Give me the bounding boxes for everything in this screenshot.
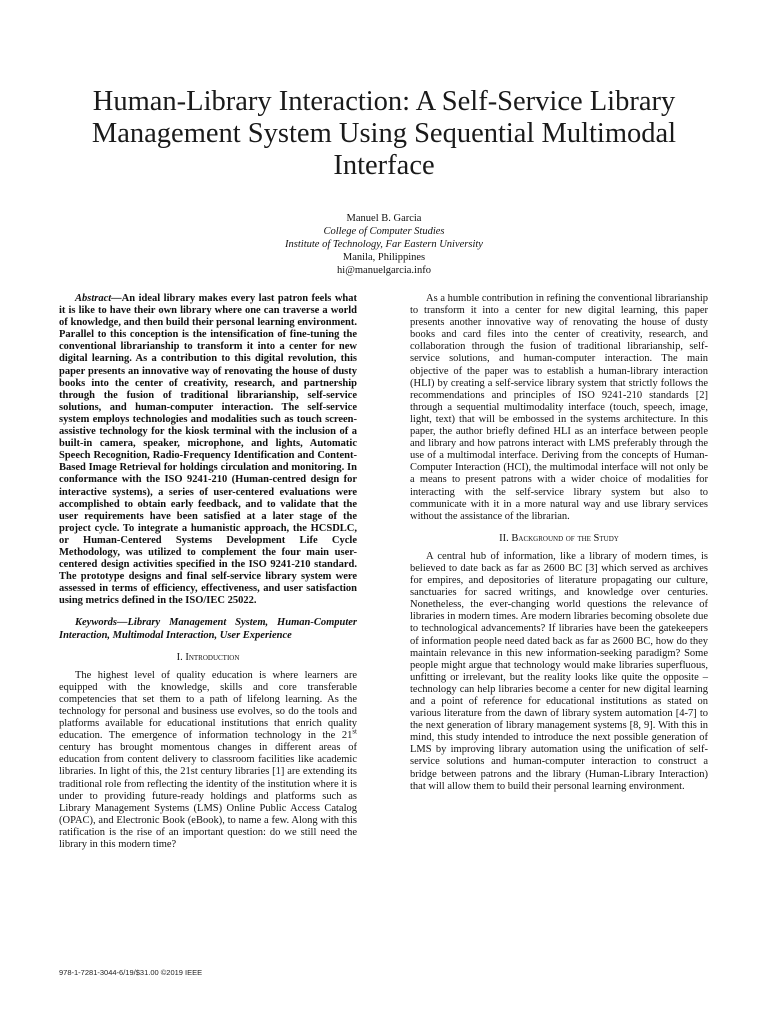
introduction-paragraph xyxy=(59,670,357,851)
section-heading-introduction: I. Introduction xyxy=(176,651,240,663)
section-heading-background: II. Background of the Study xyxy=(499,532,619,544)
left-column xyxy=(59,293,357,851)
abstract-label: Abstract xyxy=(75,293,112,304)
author-institution: Institute of Technology, Far Eastern University xyxy=(285,239,483,250)
intro-text-part1: The highest level of quality education is where learners are equipped with the knowledge, skills and core transferable competencies that set them to a path of lifelong learning. As the technology for personal and business use evolves, so do the tools and platforms available for educational institutions that enrich quality education. The emergence of information technology in the 21 xyxy=(59,669,357,742)
author-name: Manuel B. Garcia xyxy=(346,213,422,224)
author-location: Manila, Philippines xyxy=(342,252,426,263)
copyright-footer: 978-1-7281-3044-6/19/$31.00 ©2019 IEEE xyxy=(59,968,203,977)
intro-text-part2: century has brought momentous changes in different areas of education from content delivery to classroom facilities like academic libraries. In light of this, the 21st century libraries [1] are extending its traditional role from reflecting the identity of the institution where it is under to providing future-ready holdings and platforms such as Library Management Systems (LMS) Online Public Access Catalog (OPAC), and Electronic Book (eBook), to name a few. Along with this ratification is the rise of an important question: do we still need the library in this modern time? xyxy=(59,742,357,851)
abstract-text: —An ideal library makes every last patron feels what it is like to have their own library where one can traverse a world of knowledge, and then build their personal learning environment. Parallel to this conception is the intensification of fine-tuning the conventional librarianship to transform it into a center for new digital learning. As a contribution to this digital revolution, this paper presents an innovative way of renovating the house of dusty books into the center of creativity, research, and partnership through the fusion of traditional librarianship, self-service solutions, and human-computer interaction. The self-service system employs technologies and modalities such as touch screen-assistive technology for the kiosk terminal with the inclusion of a built-in camera, speaker, microphone, and lights, Automatic Speech Recognition, Radio-Frequency Identification and Content-Based Image Retrieval for holdings circulation and monitoring. In conformance with the ISO 9241-210 (Human-centred design for interactive systems), a series of user-centered evaluations were accomplished to obtain early feedback, and to validate that the user requirements have been satisfied at a later stage of the project cycle. To integrate a humanistic approach, the HCSDLC, or Human-Centered Systems Development Life Cycle Methodology, was utilized to complement the four main user-centered design activities specified in the ISO 9241-210 standard. The prototype designs and final self-service library system were assessed in terms of efficiency, effectiveness, and user satisfaction using metrics defined in the ISO/IEC 25022. xyxy=(59,293,357,607)
author-block xyxy=(0,212,768,277)
author-email: hi@manuelgarcia.info xyxy=(337,265,431,276)
intro-superscript: st xyxy=(352,727,357,736)
introduction-paragraph-2: As a humble contribution in refining the conventional librarianship to transform it into a center for new digital learning, this paper presents another innovative way of renovating the house of dusty books and card files into the center of creativity, research, and collaboration through the fusion of traditional librarianship, self-service solutions, and human-computer interaction. The main objective of the paper was to establish a human-library interaction (HLI) by creating a self-service library system that strictly follows the recommendations and principles of ISO 9241-210 standards [2] through a sequential multimodality interface (touch, speech, image, light, text) that will be embossed in the systems architecture. In this paper, the author briefly defined HLI as an interface between people and library and how patrons interact with LMS preferably through the use of a multimodal interface. Deriving from the concepts of Human-Computer Interaction (HCI), the multimodal interface will not only be a means to present patrons with a wider choice of modalities for interacting with the self-service library system but also to communicate with it in a more natural way and use library services without the assistance of the librarian. xyxy=(410,293,708,522)
paper-title: Human-Library Interaction: A Self-Service Library Management System Using Sequential Multimodal Interface xyxy=(91,86,677,181)
right-column xyxy=(410,293,708,793)
background-paragraph: A central hub of information, like a library of modern times, is believed to date back as far as 2600 BC [3] which served as archives for empires, and depositories of literature propagating our culture, sanctuaries for sacred writings, and knowledge over centuries. Nonetheless, the ever-changing world questions the relevance of libraries in modern times. Are modern libraries becoming obsolete due to technological advancements? If libraries have been the gatekeepers of information people need dated back as far as 2600 BC, how do they maintain relevance in this new information-seeking paradigm? Some people might argue that technology would make libraries superfluous, unfitting or irrelevant, but the reality looks like quite the opposite – technology can help libraries become a center for new digital learning and a point of reference for educational institutions as stated on various literature from the dawn of library system automation [4-7] to the next generation of library management systems [8, 9]. With this in mind, this study intended to introduce the next possible generation of LMS by improving library automation using the unification of self-service solutions and human-computer interaction to construct a bridge between patrons and the library (Human-Library Interaction) that will allow them to build their personal learning environment. xyxy=(410,550,708,792)
abstract xyxy=(59,293,357,607)
author-department: College of Computer Studies xyxy=(323,226,445,237)
keywords: Keywords—Library Management System, Human-Computer Interaction, Multimodal Interaction, User Experience xyxy=(59,617,357,641)
